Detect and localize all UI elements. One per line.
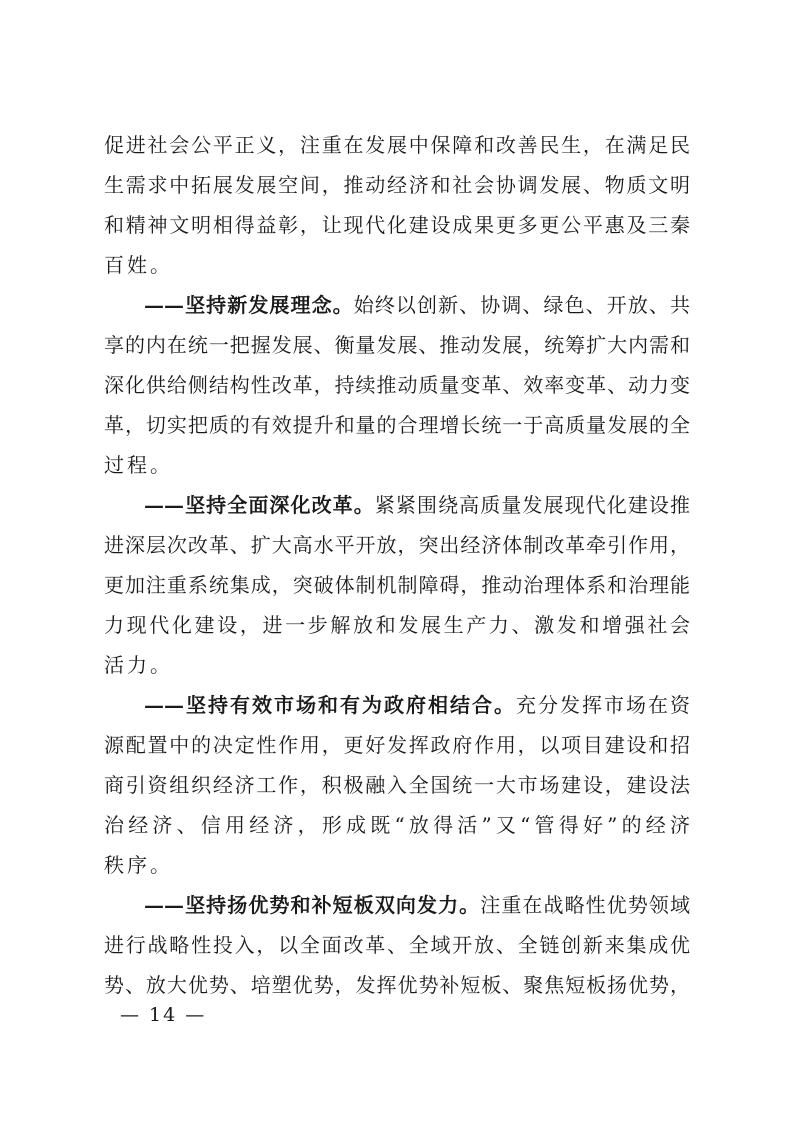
paragraph-lead: ——坚持新发展理念。 (144, 293, 354, 317)
paragraph-line: 革，切实把质的有效提升和量的合理增长统一于高质量发展的全 (104, 413, 690, 437)
paragraph-line: 深化供给侧结构性改革，持续推动质量变革、效率变革、动力变 (104, 373, 690, 397)
paragraph-line: 生需求中拓展发展空间，推动经济和社会协调发展、物质文明 (104, 173, 690, 197)
paragraph-line: 进深层次改革、扩大高水平开放，突出经济体制改革牵引作用， (104, 533, 690, 557)
paragraph-first-line (144, 285, 690, 325)
paragraph-text: 始终以创新、协调、绿色、开放、共 (353, 293, 690, 317)
paragraph-lead: ——坚持扬优势和补短板双向发力。 (144, 893, 481, 917)
paragraph-line: 促进社会公平正义，注重在发展中保障和改善民生，在满足民 (104, 133, 690, 157)
paragraph-text: 注重在战略性优势领域 (480, 893, 690, 917)
paragraph-line: 进行战略性投入，以全面改革、全域开放、全链创新来集成优 (104, 933, 690, 957)
paragraph-line: 过程。 (104, 453, 173, 477)
paragraph-line: 秩序。 (104, 853, 173, 877)
paragraph-line: 治经济、信用经济，形成既“放得活”又“管得好”的经济 (104, 813, 690, 837)
paragraph-text: 充分发挥市场在资 (516, 693, 690, 717)
paragraph-first-line (144, 885, 690, 925)
paragraph-line: 活力。 (104, 653, 173, 677)
paragraph-lead: ——坚持全面深化改革。 (144, 493, 375, 517)
paragraph-line: 百姓。 (104, 253, 173, 277)
paragraph-line: 和精神文明相得益彰，让现代化建设成果更多更公平惠及三秦 (104, 213, 690, 237)
paragraph-line: 享的内在统一把握发展、衡量发展、推动发展，统筹扩大内需和 (104, 333, 690, 357)
paragraph-text: 紧紧围绕高质量发展现代化建设推 (374, 493, 691, 517)
paragraph-line: 力现代化建设，进一步解放和发展生产力、激发和增强社会 (104, 613, 690, 637)
paragraph-first-line (144, 485, 690, 525)
paragraph-first-line (144, 685, 690, 725)
paragraph-line: 商引资组织经济工作，积极融入全国统一大市场建设，建设法 (104, 773, 690, 797)
paragraph-lead: ——坚持有效市场和有为政府相结合。 (144, 693, 516, 717)
page-number: — 14 — (120, 1004, 207, 1026)
paragraph-line: 势、放大优势、培塑优势，发挥优势补短板、聚焦短板扬优势， (104, 973, 690, 997)
paragraph-line: 更加注重系统集成，突破体制机制障碍，推动治理体系和治理能 (104, 573, 690, 597)
paragraph-line: 源配置中的决定性作用，更好发挥政府作用，以项目建设和招 (104, 733, 690, 757)
